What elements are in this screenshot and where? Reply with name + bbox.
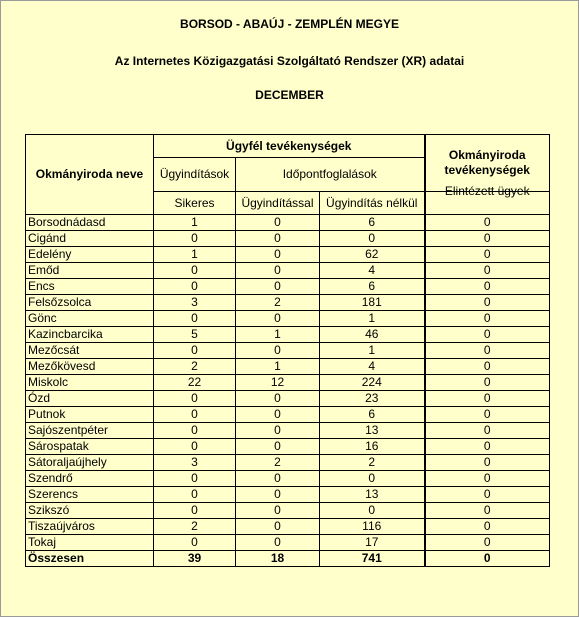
completed-cases-cell: 0 bbox=[425, 359, 550, 375]
office-name-cell: Sátoraljaújhely bbox=[26, 455, 154, 471]
successful-cell: 3 bbox=[154, 455, 236, 471]
successful-cell: 1 bbox=[154, 247, 236, 263]
without-case-start-cell: 0 bbox=[320, 471, 425, 487]
completed-cases-cell: 0 bbox=[425, 327, 550, 343]
with-case-start-cell: 2 bbox=[236, 295, 320, 311]
county-title: BORSOD - ABAÚJ - ZEMPLÉN MEGYE bbox=[180, 17, 399, 31]
successful-cell: 2 bbox=[154, 519, 236, 535]
table-row bbox=[26, 359, 550, 375]
with-case-start-cell: 1 bbox=[236, 327, 320, 343]
header-without-case-start: Ügyindítás nélkül bbox=[320, 192, 425, 215]
completed-cases-cell: 0 bbox=[425, 279, 550, 295]
with-case-start-cell: 0 bbox=[236, 439, 320, 455]
without-case-start-cell: 0 bbox=[320, 231, 425, 247]
successful-cell: 0 bbox=[154, 343, 236, 359]
without-case-start-cell: 6 bbox=[320, 215, 425, 231]
successful-cell: 0 bbox=[154, 231, 236, 247]
office-name-cell: Putnok bbox=[26, 407, 154, 423]
completed-cases-cell: 0 bbox=[425, 263, 550, 279]
table-row bbox=[26, 391, 550, 407]
table-row bbox=[26, 503, 550, 519]
completed-cases-cell: 0 bbox=[425, 439, 550, 455]
with-case-start-cell: 0 bbox=[236, 471, 320, 487]
completed-cases-cell: 0 bbox=[425, 295, 550, 311]
table-row bbox=[26, 407, 550, 423]
table-row bbox=[26, 247, 550, 263]
table-row bbox=[26, 471, 550, 487]
completed-cases-cell: 0 bbox=[425, 215, 550, 231]
without-case-start-cell: 62 bbox=[320, 247, 425, 263]
header-office-name: Okmányiroda neve bbox=[26, 135, 154, 215]
with-case-start-cell: 2 bbox=[236, 455, 320, 471]
header-successful: Sikeres bbox=[154, 192, 236, 215]
successful-cell: 1 bbox=[154, 215, 236, 231]
office-name-cell: Miskolc bbox=[26, 375, 154, 391]
table-row bbox=[26, 423, 550, 439]
table-row bbox=[26, 295, 550, 311]
header-completed-cases: Elintézett ügyek bbox=[425, 180, 550, 203]
table-row bbox=[26, 327, 550, 343]
table-row bbox=[26, 311, 550, 327]
office-name-cell: Emőd bbox=[26, 263, 154, 279]
office-name-cell: Ózd bbox=[26, 391, 154, 407]
completed-cases-cell: 0 bbox=[425, 311, 550, 327]
office-name-cell: Edelény bbox=[26, 247, 154, 263]
total-successful-cell: 39 bbox=[154, 551, 236, 567]
with-case-start-cell: 0 bbox=[236, 215, 320, 231]
table-row bbox=[26, 279, 550, 295]
without-case-start-cell: 46 bbox=[320, 327, 425, 343]
office-name-cell: Borsodnádasd bbox=[26, 215, 154, 231]
period-label: DECEMBER bbox=[255, 88, 324, 102]
office-name-cell: Sajószentpéter bbox=[26, 423, 154, 439]
total-with-case-start-cell: 18 bbox=[236, 551, 320, 567]
successful-cell: 0 bbox=[154, 407, 236, 423]
with-case-start-cell: 0 bbox=[236, 535, 320, 551]
without-case-start-cell: 116 bbox=[320, 519, 425, 535]
header-client-activities: Ügyfél tevékenységek bbox=[154, 135, 425, 158]
successful-cell: 0 bbox=[154, 503, 236, 519]
with-case-start-cell: 0 bbox=[236, 519, 320, 535]
with-case-start-cell: 0 bbox=[236, 487, 320, 503]
with-case-start-cell: 0 bbox=[236, 279, 320, 295]
without-case-start-cell: 2 bbox=[320, 455, 425, 471]
completed-cases-cell: 0 bbox=[425, 487, 550, 503]
completed-cases-cell: 0 bbox=[425, 391, 550, 407]
completed-cases-cell: 0 bbox=[425, 375, 550, 391]
office-name-cell: Mezőcsát bbox=[26, 343, 154, 359]
with-case-start-cell: 1 bbox=[236, 359, 320, 375]
office-name-cell: Felsőzsolca bbox=[26, 295, 154, 311]
without-case-start-cell: 16 bbox=[320, 439, 425, 455]
table-row bbox=[26, 439, 550, 455]
statistics-table bbox=[25, 134, 550, 567]
header-office-activities: Okmányiroda tevékenységek bbox=[425, 135, 550, 192]
total-row bbox=[26, 551, 550, 567]
with-case-start-cell: 0 bbox=[236, 263, 320, 279]
without-case-start-cell: 6 bbox=[320, 279, 425, 295]
without-case-start-cell: 181 bbox=[320, 295, 425, 311]
office-name-cell: Szerencs bbox=[26, 487, 154, 503]
table-row bbox=[26, 535, 550, 551]
successful-cell: 0 bbox=[154, 423, 236, 439]
successful-cell: 5 bbox=[154, 327, 236, 343]
completed-cases-cell: 0 bbox=[425, 519, 550, 535]
with-case-start-cell: 0 bbox=[236, 231, 320, 247]
with-case-start-cell: 0 bbox=[236, 311, 320, 327]
without-case-start-cell: 23 bbox=[320, 391, 425, 407]
report-subtitle: Az Internetes Közigazgatási Szolgáltató Rendszer (XR) adatai bbox=[114, 54, 465, 68]
with-case-start-cell: 0 bbox=[236, 407, 320, 423]
total-office-name-cell: Összesen bbox=[26, 551, 154, 567]
without-case-start-cell: 1 bbox=[320, 311, 425, 327]
office-name-cell: Mezőkövesd bbox=[26, 359, 154, 375]
total-without-case-start-cell: 741 bbox=[320, 551, 425, 567]
without-case-start-cell: 17 bbox=[320, 535, 425, 551]
completed-cases-cell: 0 bbox=[425, 471, 550, 487]
completed-cases-cell: 0 bbox=[425, 407, 550, 423]
table-row bbox=[26, 231, 550, 247]
successful-cell: 0 bbox=[154, 391, 236, 407]
header-case-starts: Ügyindítások bbox=[154, 158, 236, 192]
with-case-start-cell: 0 bbox=[236, 503, 320, 519]
with-case-start-cell: 0 bbox=[236, 391, 320, 407]
successful-cell: 2 bbox=[154, 359, 236, 375]
office-name-cell: Szikszó bbox=[26, 503, 154, 519]
successful-cell: 0 bbox=[154, 535, 236, 551]
header-appointments: Időpontfoglalások bbox=[236, 158, 425, 192]
completed-cases-cell: 0 bbox=[425, 535, 550, 551]
office-name-cell: Gönc bbox=[26, 311, 154, 327]
table-row bbox=[26, 487, 550, 503]
office-name-cell: Tokaj bbox=[26, 535, 154, 551]
completed-cases-cell: 0 bbox=[425, 503, 550, 519]
successful-cell: 22 bbox=[154, 375, 236, 391]
completed-cases-cell: 0 bbox=[425, 343, 550, 359]
office-name-cell: Encs bbox=[26, 279, 154, 295]
completed-cases-cell: 0 bbox=[425, 247, 550, 263]
table-row bbox=[26, 375, 550, 391]
table-row bbox=[26, 455, 550, 471]
successful-cell: 0 bbox=[154, 487, 236, 503]
without-case-start-cell: 4 bbox=[320, 263, 425, 279]
office-name-cell: Tiszaújváros bbox=[26, 519, 154, 535]
with-case-start-cell: 0 bbox=[236, 423, 320, 439]
with-case-start-cell: 0 bbox=[236, 247, 320, 263]
without-case-start-cell: 0 bbox=[320, 503, 425, 519]
table-row bbox=[26, 215, 550, 231]
without-case-start-cell: 13 bbox=[320, 487, 425, 503]
completed-cases-cell: 0 bbox=[425, 455, 550, 471]
without-case-start-cell: 13 bbox=[320, 423, 425, 439]
office-name-cell: Szendrő bbox=[26, 471, 154, 487]
successful-cell: 0 bbox=[154, 439, 236, 455]
header-with-case-start: Ügyindítással bbox=[236, 192, 320, 215]
table-row bbox=[26, 263, 550, 279]
table-row bbox=[26, 519, 550, 535]
successful-cell: 0 bbox=[154, 279, 236, 295]
completed-cases-cell: 0 bbox=[425, 231, 550, 247]
without-case-start-cell: 224 bbox=[320, 375, 425, 391]
completed-cases-cell: 0 bbox=[425, 423, 550, 439]
with-case-start-cell: 12 bbox=[236, 375, 320, 391]
without-case-start-cell: 6 bbox=[320, 407, 425, 423]
successful-cell: 3 bbox=[154, 295, 236, 311]
office-name-cell: Cigánd bbox=[26, 231, 154, 247]
table-row bbox=[26, 343, 550, 359]
without-case-start-cell: 4 bbox=[320, 359, 425, 375]
with-case-start-cell: 0 bbox=[236, 343, 320, 359]
successful-cell: 0 bbox=[154, 311, 236, 327]
without-case-start-cell: 1 bbox=[320, 343, 425, 359]
successful-cell: 0 bbox=[154, 471, 236, 487]
office-name-cell: Sárospatak bbox=[26, 439, 154, 455]
office-name-cell: Kazincbarcika bbox=[26, 327, 154, 343]
total-completed-cases-cell: 0 bbox=[425, 551, 550, 567]
successful-cell: 0 bbox=[154, 263, 236, 279]
